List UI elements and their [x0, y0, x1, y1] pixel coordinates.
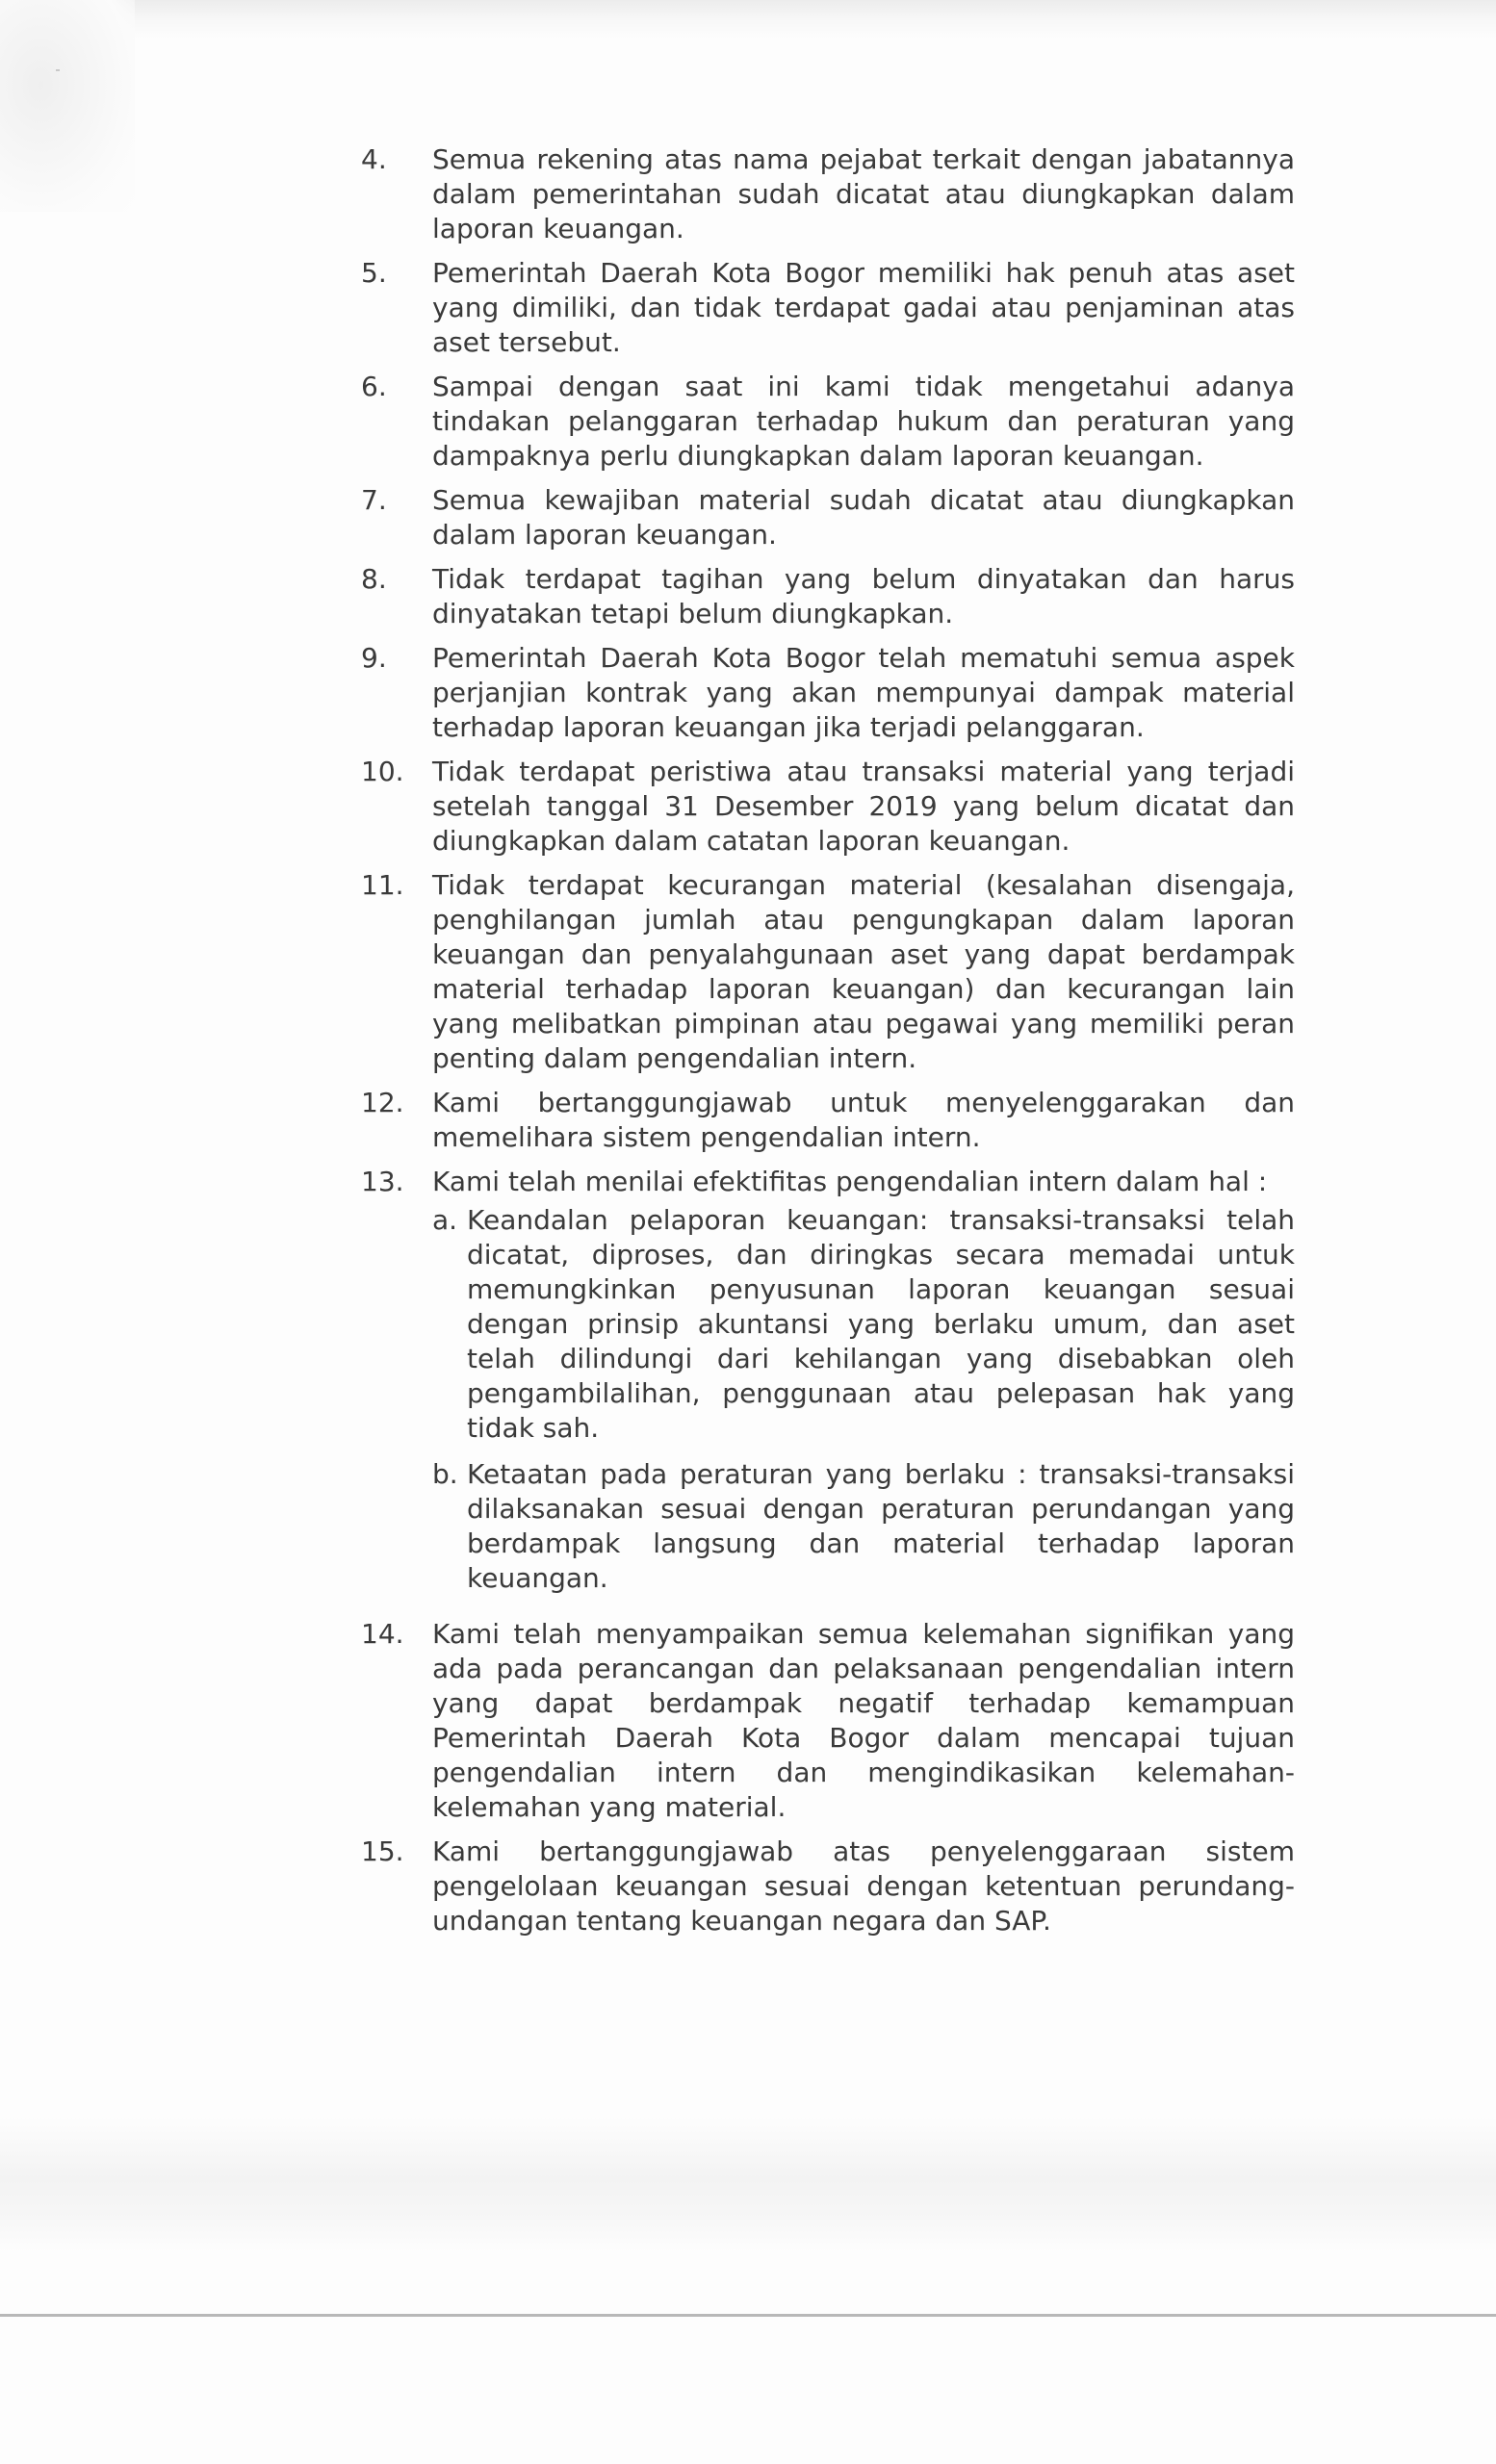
scan-speck: [56, 69, 60, 71]
list-item-14: [361, 1617, 1295, 1825]
list-item-13: [361, 1165, 1295, 1607]
item-number: 8.: [361, 563, 387, 595]
list-item-5: [361, 256, 1295, 360]
item-text: Kami telah menyampaikan semua kelemahan signifikan yang ada pada perancangan dan pelaksanaan pengendalian intern yang dapat berdampak negatif terhadap kemampuan Pemerintah Daerah Kota Bogor dalam mencapai tujuan pengendalian intern dan mengindikasikan kelemahan-kelemahan yang material.: [432, 1618, 1295, 1823]
item-number: 12.: [361, 1087, 404, 1118]
item-text: Kami telah menilai efektifitas pengendalian intern dalam hal :: [432, 1166, 1268, 1197]
item-text: Semua rekening atas nama pejabat terkait dengan jabatannya dalam pemerintahan sudah dicatat atau diungkapkan dalam laporan keuangan.: [432, 143, 1295, 244]
list-item-10: [361, 755, 1295, 859]
item-body: [432, 1165, 1295, 1607]
item-number: 5.: [361, 257, 387, 289]
statement-list: [361, 142, 1295, 1948]
sub-item-b: [432, 1457, 1295, 1596]
item-text: Tidak terdapat tagihan yang belum dinyatakan dan harus dinyatakan tetapi belum diungkapkan.: [432, 563, 1295, 629]
sub-item-letter: b.: [432, 1458, 458, 1490]
sub-item-text: Ketaatan pada peraturan yang berlaku : transaksi-transaksi dilaksanakan sesuai dengan peraturan perundangan yang berdampak langsung dan material terhadap laporan keuangan.: [467, 1458, 1295, 1594]
sub-item-text: Keandalan pelaporan keuangan: transaksi-transaksi telah dicatat, diproses, dan diringkas secara memadai untuk memungkinkan penyusunan laporan keuangan sesuai dengan prinsip akuntansi yang berlaku umum, dan aset telah dilindungi dari kehilangan yang disebabkan oleh pengambilalihan, penggunaan atau pelepasan hak yang tidak sah.: [467, 1204, 1295, 1444]
list-item-11: [361, 868, 1295, 1076]
scan-artifact-top: [0, 0, 1496, 38]
item-text: Pemerintah Daerah Kota Bogor memiliki hak penuh atas aset yang dimiliki, dan tidak terdapat gadai atau penjaminan atas aset tersebut.: [432, 257, 1295, 358]
item-number: 9.: [361, 642, 387, 674]
item-text: Semua kewajiban material sudah dicatat atau diungkapkan dalam laporan keuangan.: [432, 484, 1295, 551]
item-number: 14.: [361, 1618, 404, 1650]
item-number: 13.: [361, 1166, 404, 1197]
item-number: 11.: [361, 869, 404, 901]
scan-line: [0, 2314, 1496, 2317]
list-item-6: [361, 370, 1295, 474]
scan-artifact-bottom: [0, 2118, 1496, 2252]
item-text: Tidak terdapat peristiwa atau transaksi material yang terjadi setelah tanggal 31 Desember 2019 yang belum dicatat dan diungkapkan dalam catatan laporan keuangan.: [432, 756, 1295, 857]
sub-item-a: [432, 1203, 1295, 1446]
item-text: Tidak terdapat kecurangan material (kesalahan disengaja, penghilangan jumlah atau pengungkapan dalam laporan keuangan dan penyalahgunaan aset yang dapat berdampak material terhadap laporan keuangan) dan kecurangan lain yang melibatkan pimpinan atau pegawai yang memiliki peran penting dalam pengendalian intern.: [432, 869, 1295, 1074]
item-text: Kami bertanggungjawab untuk menyelenggarakan dan memelihara sistem pengendalian intern.: [432, 1087, 1295, 1153]
item-number: 10.: [361, 756, 404, 787]
item-text: Sampai dengan saat ini kami tidak mengetahui adanya tindakan pelanggaran terhadap hukum dan peraturan yang dampaknya perlu diungkapkan dalam laporan keuangan.: [432, 371, 1295, 472]
list-item-12: [361, 1086, 1295, 1155]
item-number: 7.: [361, 484, 387, 516]
item-text: Kami bertanggungjawab atas penyelenggaraan sistem pengelolaan keuangan sesuai dengan ketentuan perundang-undangan tentang keuangan negara dan SAP.: [432, 1835, 1295, 1937]
list-item-7: [361, 483, 1295, 552]
list-item-4: [361, 142, 1295, 246]
item-text: Pemerintah Daerah Kota Bogor telah mematuhi semua aspek perjanjian kontrak yang akan mempunyai dampak material terhadap laporan keuangan jika terjadi pelanggaran.: [432, 642, 1295, 743]
list-item-9: [361, 641, 1295, 745]
scan-artifact-left: [0, 0, 135, 212]
list-item-8: [361, 562, 1295, 631]
sub-list: [432, 1203, 1295, 1596]
item-number: 4.: [361, 143, 387, 175]
item-number: 6.: [361, 371, 387, 402]
list-item-15: [361, 1835, 1295, 1938]
sub-item-letter: a.: [432, 1204, 458, 1236]
item-number: 15.: [361, 1835, 404, 1867]
